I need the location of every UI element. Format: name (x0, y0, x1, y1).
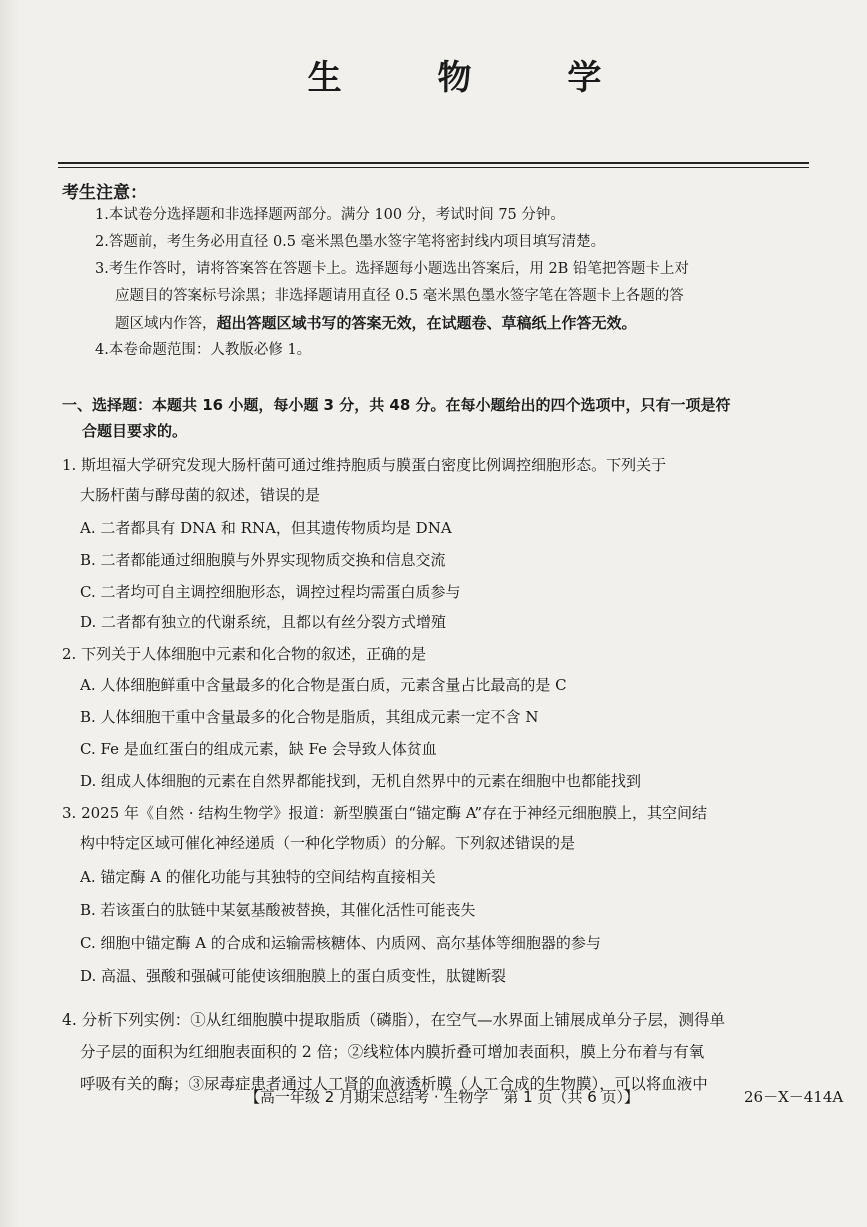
q1-option-d: D. 二者都有独立的代谢系统，且都以有丝分裂方式增殖 (80, 613, 447, 631)
section-heading (62, 392, 832, 444)
q1-stem: 1. 斯坦福大学研究发现大肠杆菌可通过维持胞质与膜蛋白密度比例调控细胞形态。下列关于 (62, 456, 667, 474)
notice-item-2: 2.答题前，考生务必用直径 0.5 毫米黑色墨水签字笔将密封线内项目填写清楚。 (95, 234, 606, 250)
q2-option-c: C. Fe 是血红蛋白的组成元素，缺 Fe 会导致人体贫血 (80, 740, 437, 758)
q3-stem: 3. 2025 年《自然 · 结构生物学》报道：新型膜蛋白“锚定酶 A”存在于神经元细胞膜上，其空间结 (62, 804, 708, 822)
q2-option-d: D. 组成人体细胞的元素在自然界都能找到，无机自然界中的元素在细胞中也都能找到 (80, 772, 642, 790)
q1-option-c: C. 二者均可自主调控细胞形态，调控过程均需蛋白质参与 (80, 583, 461, 601)
notice-item-4: 4.本卷命题范围：人教版必修 1。 (95, 342, 312, 358)
q1-stem-cont: 大肠杆菌与酵母菌的叙述，错误的是 (80, 486, 321, 504)
header-rule-thin (58, 167, 809, 168)
notice-text: 题区域内作答， (115, 316, 217, 332)
section-line-2: 合题目要求的。 (82, 422, 188, 440)
notice-item-3: 3.考生作答时，请将答案答在答题卡上。选择题每小题选出答案后，用 2B 铅笔把答题卡上对 (95, 261, 689, 277)
notice-item-3-cont: 应题目的答案标号涂黑；非选择题请用直径 0.5 毫米黑色墨水签字笔在答题卡上各题的答 (115, 288, 684, 304)
q2-option-b: B. 人体细胞干重中含量最多的化合物是脂质，其组成元素一定不含 N (80, 708, 539, 726)
footer-code: 26－X－414A (744, 1088, 844, 1106)
q3-option-c: C. 细胞中锚定酶 A 的合成和运输需核糖体、内质网、高尔基体等细胞器的参与 (80, 934, 601, 952)
notice-heading: 考生注意： (62, 183, 147, 203)
q4-line-1: 4. 分析下列实例：①从红细胞膜中提取脂质（磷脂），在空气—水界面上铺展成单分子层，测得单 (62, 1011, 725, 1029)
q3-option-d: D. 高温、强酸和强碱可能使该细胞膜上的蛋白质变性，肽键断裂 (80, 967, 507, 985)
q3-option-b: B. 若该蛋白的肽链中某氨基酸被替换，其催化活性可能丧失 (80, 901, 476, 919)
header-rule (58, 162, 809, 164)
page-edge-shadow (0, 0, 20, 1227)
page-title: 生 物 学 (307, 58, 644, 98)
notice-emphasis: 超出答题区域书写的答案无效，在试题卷、草稿纸上作答无效。 (216, 314, 637, 332)
q4-line-3: 呼吸有关的酶；③尿毒症患者通过人工肾的血液透析膜（人工合成的生物膜），可以将血液中 (80, 1075, 708, 1093)
q3-option-a: A. 锚定酶 A 的催化功能与其独特的空间结构直接相关 (80, 868, 436, 886)
q3-stem-cont: 构中特定区域可催化神经递质（一种化学物质）的分解。下列叙述错误的是 (80, 834, 576, 852)
q1-option-a: A. 二者都具有 DNA 和 RNA，但其遗传物质均是 DNA (80, 519, 452, 537)
q4-line-2: 分子层的面积为红细胞表面积的 2 倍；②线粒体内膜折叠可增加表面积，膜上分布着与有氧 (80, 1043, 705, 1061)
q1-option-b: B. 二者都能通过细胞膜与外界实现物质交换和信息交流 (80, 551, 446, 569)
notice-item-1: 1.本试卷分选择题和非选择题两部分。满分 100 分，考试时间 75 分钟。 (95, 207, 565, 223)
footer-title: 【高一年级 2 月期末总结考 · 生物学 第 1 页（共 6 页）】 (245, 1088, 640, 1106)
section-line-1: 一、选择题：本题共 16 小题，每小题 3 分，共 48 分。在每小题给出的四个选项中，只有一项是符 (62, 396, 731, 414)
q2-stem: 2. 下列关于人体细胞中元素和化合物的叙述，正确的是 (62, 645, 427, 663)
notice-item-3-cont2 (115, 310, 850, 338)
q2-option-a: A. 人体细胞鲜重中含量最多的化合物是蛋白质，元素含量占比最高的是 C (80, 676, 567, 694)
